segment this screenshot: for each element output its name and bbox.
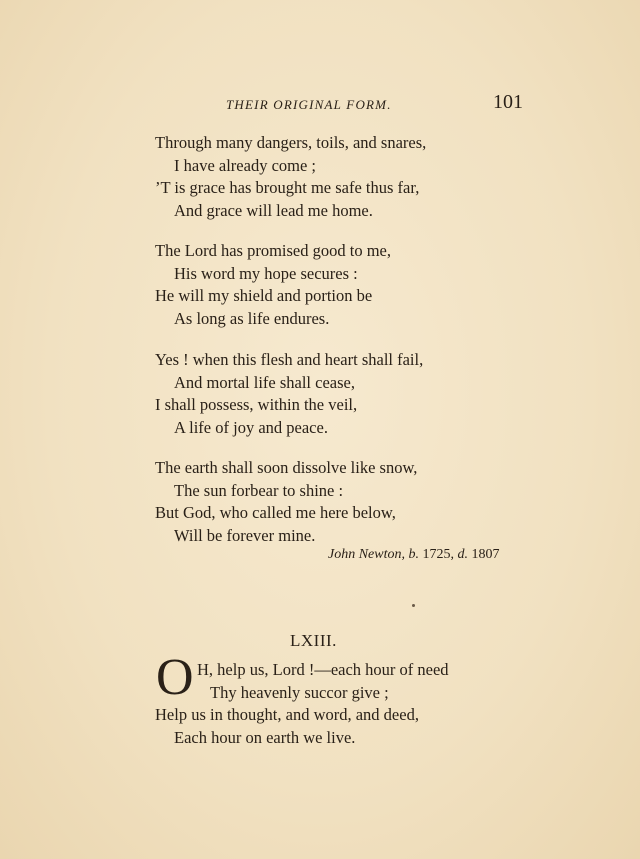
verse-line: But God, who called me here below, — [155, 503, 396, 522]
author-name: John Newton, — [328, 547, 405, 562]
verse-line: H, help us, Lord !—each hour of need — [197, 660, 449, 679]
verse-line: Through many dangers, toils, and snares, — [155, 133, 427, 152]
page-number: 101 — [493, 91, 523, 113]
died-label: d. — [457, 547, 468, 562]
ink-speck — [412, 604, 415, 607]
born-year: 1725, — [422, 547, 454, 562]
verse-line: Thy heavenly succor give ; — [210, 682, 389, 702]
stanza-2 — [155, 240, 391, 330]
verse-line: Help us in thought, and word, and deed, — [155, 705, 419, 724]
verse-line: I shall possess, within the veil, — [155, 395, 358, 414]
verse-line: The earth shall soon dissolve like snow, — [155, 458, 418, 477]
drop-cap: O — [156, 649, 194, 706]
died-year: 1807 — [471, 547, 500, 562]
verse-line: I have already come ; — [174, 155, 317, 175]
verse-line: A life of joy and peace. — [174, 417, 328, 437]
verse-line: And mortal life shall cease, — [174, 372, 355, 392]
hymn-number: LXIII. — [290, 631, 337, 650]
born-label: b. — [408, 547, 419, 562]
verse-line: Will be forever mine. — [174, 525, 316, 545]
verse-line: His word my hope secures : — [174, 263, 358, 283]
verse-line: He will my shield and portion be — [155, 286, 373, 305]
attribution — [328, 547, 500, 563]
stanza-3 — [155, 349, 423, 439]
stanza-4 — [155, 457, 417, 547]
verse-line: And grace will lead me home. — [174, 200, 373, 220]
verse-line: ’T is grace has brought me safe thus far, — [155, 178, 420, 197]
verse-line: Yes ! when this flesh and heart shall fail, — [155, 350, 424, 369]
hymn-stanza — [155, 659, 449, 749]
verse-line: As long as life endures. — [174, 308, 330, 328]
stanza-1 — [155, 132, 426, 222]
running-head: THEIR ORIGINAL FORM. — [226, 97, 392, 112]
verse-line: Each hour on earth we live. — [174, 727, 356, 747]
verse-line: The sun forbear to shine : — [174, 480, 344, 500]
verse-line: The Lord has promised good to me, — [155, 241, 391, 260]
